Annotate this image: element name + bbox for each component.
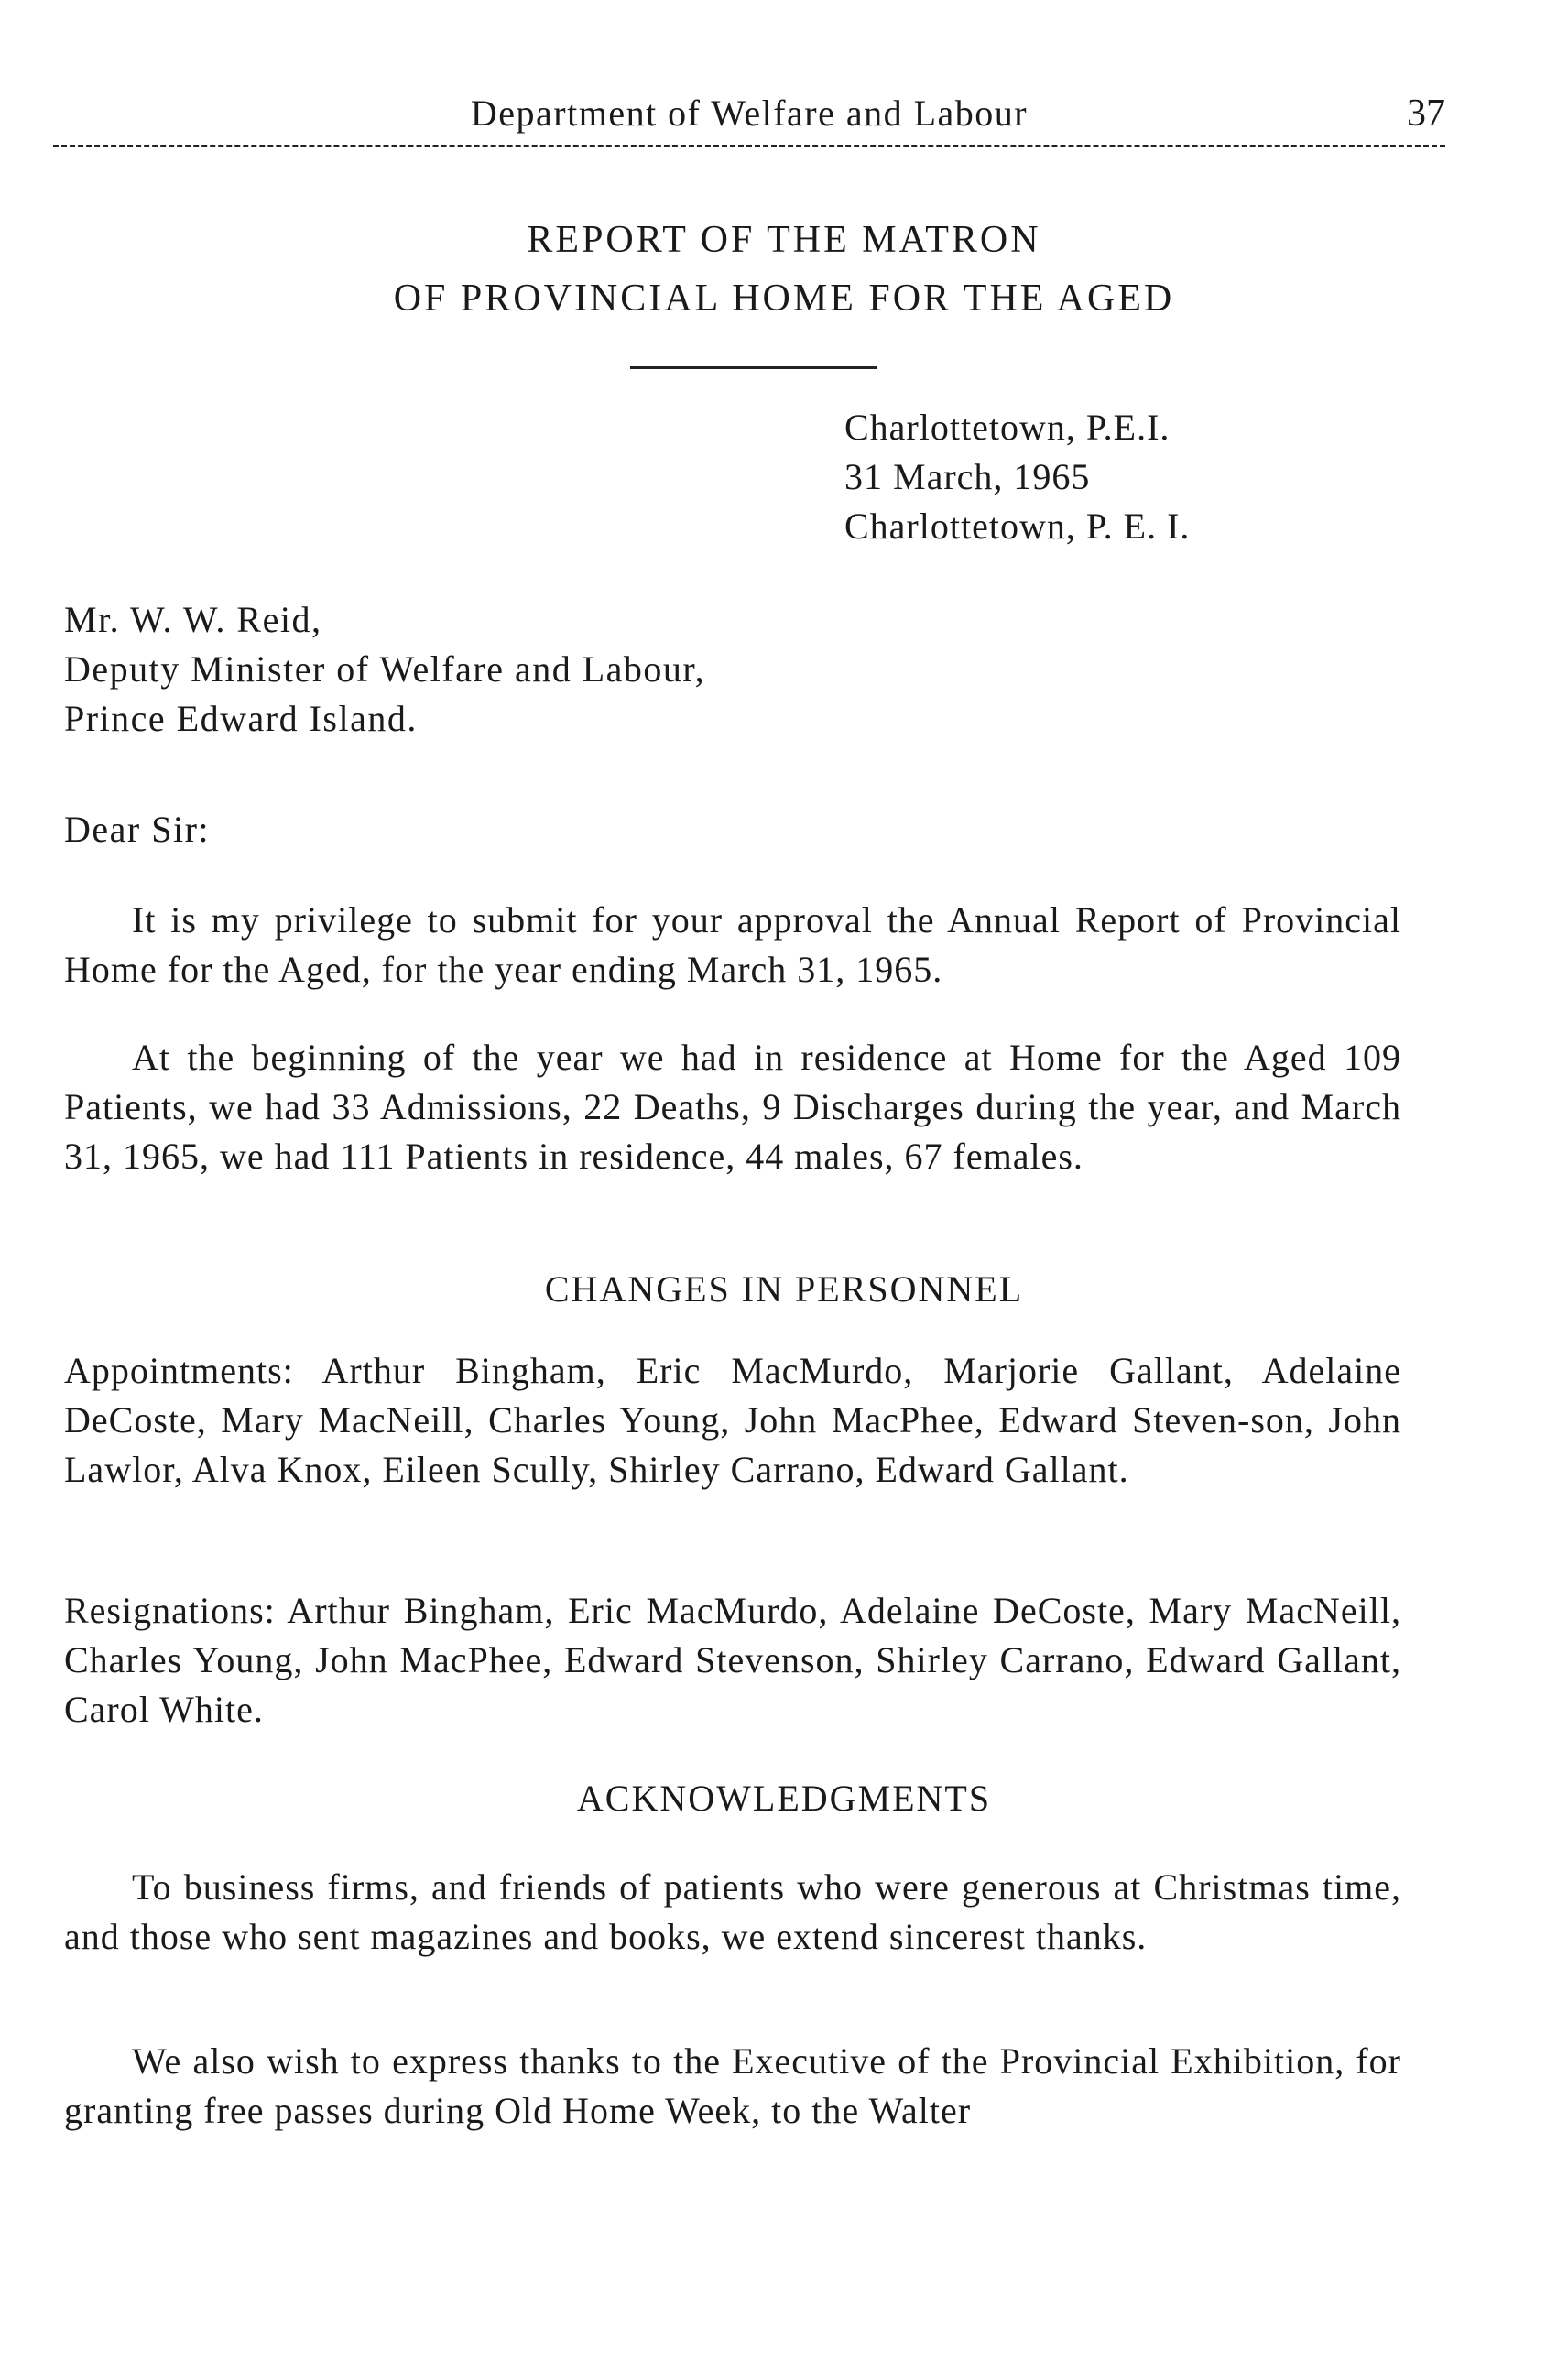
title-divider (630, 366, 877, 369)
header-rule (53, 145, 1445, 147)
report-title (0, 211, 1568, 328)
recipient-location: Prince Edward Island. (64, 698, 418, 739)
intro-paragraph: It is my privilege to submit for your approval the Annual Report of Provincial Home for the Aged, for the year ending March 31, 1965. (64, 899, 1401, 990)
running-head (53, 92, 1445, 148)
dateline (844, 403, 1190, 551)
report-title-line-1: REPORT OF THE MATRON (527, 219, 1041, 261)
appointments-paragraph: Appointments: Arthur Bingham, Eric MacMurdo, Marjorie Gallant, Adelaine DeCoste, Mary MacNeill, Charles Young, John MacPhee, Edward Steven-son, John Lawlor, Alva Knox, Eileen Scully, Shirley Carrano, Edward Gallant. (64, 1350, 1401, 1490)
page-number: 37 (1407, 92, 1445, 135)
dateline-date: 31 March, 1965 (844, 456, 1091, 497)
resignations-paragraph: Resignations: Arthur Bingham, Eric MacMurdo, Adelaine DeCoste, Mary MacNeill, Charles Young, John MacPhee, Edward Stevenson, Shirley Carrano, Edward Gallant, Carol White. (64, 1590, 1401, 1730)
personnel-heading: CHANGES IN PERSONNEL (544, 1268, 1024, 1310)
recipient-name: Mr. W. W. Reid, (64, 599, 322, 640)
acknowledgments-paragraph-2: We also wish to express thanks to the Executive of the Provincial Exhibition, for granting free passes during Old Home Week, to the Walter (64, 2040, 1401, 2131)
report-title-line-2: OF PROVINCIAL HOME FOR THE AGED (393, 277, 1175, 320)
acknowledgments-heading: ACKNOWLEDGMENTS (576, 1778, 992, 1819)
dateline-place: Charlottetown, P.E.I. (844, 407, 1171, 448)
salutation: Dear Sir: (64, 809, 211, 850)
acknowledgments-paragraph-1: To business firms, and friends of patients who were generous at Christmas time, and those who sent magazines and books, we extend sincerest thanks. (64, 1866, 1401, 1957)
dateline-place-repeat: Charlottetown, P. E. I. (844, 506, 1191, 547)
residence-paragraph: At the beginning of the year we had in residence at Home for the Aged 109 Patients, we had 33 Admissions, 22 Deaths, 9 Discharges during the year, and March 31, 1965, we had 111 Patients in residence, 44 males, 67 females. (64, 1037, 1401, 1177)
recipient-title: Deputy Minister of Welfare and Labour, (64, 648, 706, 690)
recipient-address (64, 595, 705, 744)
running-title: Department of Welfare and Labour (470, 92, 1029, 134)
